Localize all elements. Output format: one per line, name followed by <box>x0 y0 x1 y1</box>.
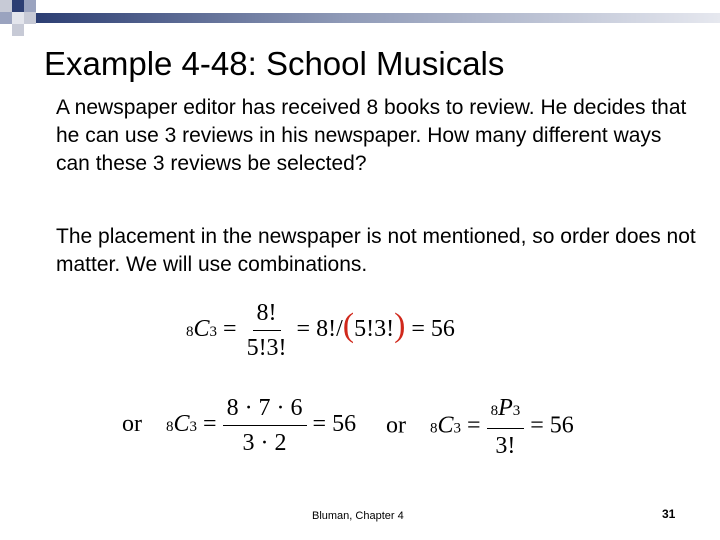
formula3-equals: = <box>467 412 481 439</box>
formula3-num-P: P <box>498 395 513 421</box>
page-number: 31 <box>662 507 676 521</box>
formula1-equals: = <box>223 316 237 343</box>
problem-paragraph: A newspaper editor has received 8 books to review. He decides that he can use 3 reviews in his newspaper. How many different ways can these 3 reviews be selected? <box>56 96 687 175</box>
formula1-result: = 56 <box>411 316 455 343</box>
formula3-denominator: 3! <box>495 433 516 459</box>
formula3-num-n: 8 <box>490 403 499 419</box>
formula1-fraction <box>243 298 291 363</box>
formula2-equals: = <box>203 411 217 438</box>
formula1-paren-open: ( <box>342 307 355 345</box>
formula2-r: 3 <box>189 419 198 436</box>
formula3-numerator <box>487 393 525 429</box>
formula1-middle: = 8!/ <box>296 316 343 343</box>
slide-title: Example 4-48: School Musicals <box>44 45 505 82</box>
formula1-numerator: 8! <box>253 298 281 331</box>
formula2-denominator: 3 · 2 <box>242 430 287 456</box>
title-bar-decoration <box>36 13 720 23</box>
footer-text: Bluman, Chapter 4 <box>312 510 404 522</box>
formula1-n: 8 <box>186 324 194 341</box>
formula3-fraction <box>487 393 525 461</box>
formula2-fraction <box>223 393 307 458</box>
formula-combination-permutation <box>386 393 574 461</box>
decor-square-3 <box>24 0 36 12</box>
formula1-paren-inner: 5!3! <box>354 316 395 343</box>
formula1-denominator: 5!3! <box>246 335 287 361</box>
formula2-result: = 56 <box>312 411 357 438</box>
formula1-paren-close: ) <box>394 307 406 345</box>
formula3-r: 3 <box>453 420 462 437</box>
formula2-or: or <box>122 411 142 438</box>
decor-square-4 <box>0 12 12 24</box>
formula-combination-product <box>122 393 356 458</box>
formula2-n: 8 <box>166 419 174 436</box>
decor-square-2 <box>12 0 24 12</box>
formula2-C: C <box>173 411 190 438</box>
decor-square-7 <box>12 24 24 36</box>
formula1-r: 3 <box>209 324 218 341</box>
formula3-num-r: 3 <box>512 403 521 419</box>
decor-square-1 <box>0 0 12 12</box>
formula1-C: C <box>193 316 210 343</box>
formula-combination-factorial <box>186 298 455 363</box>
explanation-paragraph: The placement in the newspaper is not mentioned, so order does not matter. We will use combinations. <box>56 225 696 276</box>
formula2-numerator: 8 · 7 · 6 <box>223 393 307 426</box>
decor-square-5 <box>12 12 24 24</box>
formula3-or: or <box>386 412 406 439</box>
decor-square-6 <box>24 12 36 24</box>
formula3-C: C <box>437 412 454 439</box>
formula3-n: 8 <box>430 420 438 437</box>
formula3-result: = 56 <box>530 412 574 439</box>
